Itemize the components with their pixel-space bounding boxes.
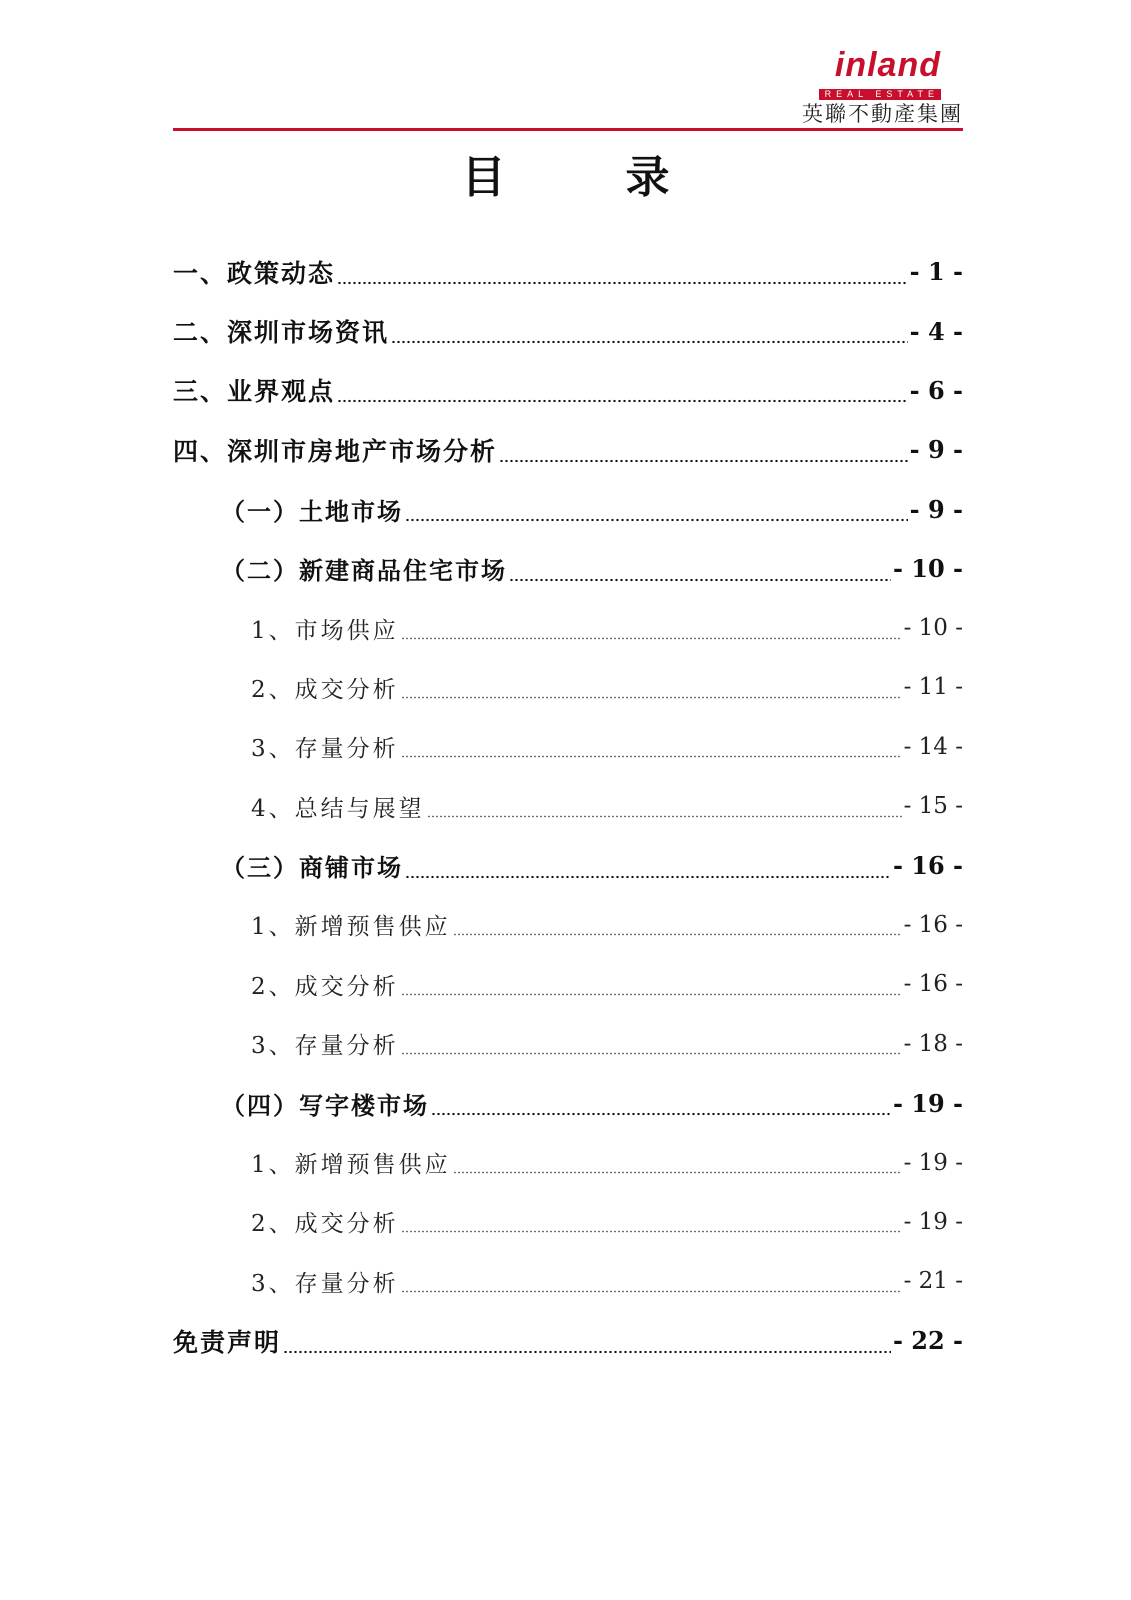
toc-dot-leader [283,1350,891,1354]
toc-dot-leader [405,518,908,522]
table-of-contents [173,242,963,1370]
toc-entry-page: - 19 - [892,1088,963,1118]
toc-entry-page: - 19 - [903,1149,963,1176]
toc-entry-label: 一、政策动态 [173,258,336,288]
toc-entry[interactable] [173,895,963,954]
toc-entry-label: （三）商铺市场 [221,854,403,883]
title-char-2: 录 [625,152,670,203]
toc-entry[interactable] [173,836,963,895]
header-divider [173,128,963,131]
toc-entry-label: 2、成交分析 [251,1211,399,1238]
logo-wordmark: inland [834,46,941,84]
toc-dot-leader [405,875,891,879]
toc-entry[interactable] [173,1252,963,1311]
toc-entry[interactable] [173,301,963,360]
toc-entry-page: - 19 - [903,1208,963,1235]
toc-entry-label: 四、深圳市房地产市场分析 [173,436,498,466]
toc-entry-label: 2、成交分析 [251,676,399,703]
toc-entry-page: - 22 - [892,1326,963,1356]
toc-dot-leader [401,696,902,699]
toc-entry-label: （一）土地市场 [221,497,403,526]
title-char-1: 目 [461,152,506,203]
toc-dot-leader [453,933,902,936]
toc-entry[interactable] [173,598,963,657]
toc-entry-page: - 9 - [909,494,963,524]
toc-entry-label: （四）写字楼市场 [221,1091,429,1120]
toc-entry-page: - 21 - [903,1268,963,1295]
toc-entry-label: 4、总结与展望 [251,795,425,822]
toc-dot-leader [401,637,902,640]
toc-entry-page: - 10 - [903,615,963,642]
toc-entry-page: - 10 - [892,554,963,584]
toc-entry[interactable] [173,1133,963,1192]
toc-entry[interactable] [173,420,963,479]
toc-entry-label: 三、业界观点 [173,377,336,407]
toc-entry-label: 免责声明 [173,1327,282,1357]
toc-entry[interactable] [173,955,963,1014]
toc-entry[interactable] [173,361,963,420]
toc-entry-page: - 16 - [903,911,963,938]
toc-dot-leader [401,993,902,996]
toc-entry[interactable] [173,539,963,598]
toc-entry[interactable] [173,777,963,836]
toc-dot-leader [401,1230,902,1233]
toc-dot-leader [337,399,908,403]
toc-dot-leader [453,1171,902,1174]
toc-entry-label: 3、存量分析 [251,1270,399,1297]
toc-dot-leader [391,340,908,344]
toc-entry-page: - 16 - [903,971,963,998]
toc-entry[interactable] [173,1192,963,1251]
company-logo [819,48,941,101]
toc-entry-page: - 4 - [909,316,963,346]
toc-entry-page: - 16 - [892,851,963,881]
toc-entry[interactable] [173,1073,963,1132]
toc-dot-leader [431,1112,891,1116]
toc-dot-leader [401,755,902,758]
toc-dot-leader [401,1052,902,1055]
toc-entry-page: - 14 - [903,733,963,760]
toc-entry-label: 二、深圳市场资讯 [173,318,390,348]
toc-dot-leader [427,815,902,818]
toc-entry-label: 1、市场供应 [251,617,399,644]
toc-entry[interactable] [173,717,963,776]
toc-entry-label: 3、存量分析 [251,736,399,763]
toc-entry-page: - 1 - [909,257,963,287]
toc-entry[interactable] [173,242,963,301]
toc-entry-label: 3、存量分析 [251,1033,399,1060]
toc-entry[interactable] [173,480,963,539]
toc-dot-leader [337,281,908,285]
toc-entry-page: - 18 - [903,1030,963,1057]
page-header [173,40,963,132]
toc-entry-label: 2、成交分析 [251,973,399,1000]
toc-entry-page: - 15 - [903,793,963,820]
toc-entry-page: - 11 - [903,674,963,701]
toc-entry-label: （二）新建商品住宅市场 [221,557,507,586]
toc-dot-leader [509,578,891,582]
toc-dot-leader [401,1290,902,1293]
toc-entry-page: - 6 - [909,375,963,405]
toc-entry[interactable] [173,1014,963,1073]
page-title [0,148,1131,208]
toc-entry-label: 1、新增预售供应 [251,1152,451,1179]
toc-entry[interactable] [173,1311,963,1370]
logo-subtitle: REAL ESTATE [819,89,941,100]
toc-entry-label: 1、新增预售供应 [251,914,451,941]
toc-entry[interactable] [173,658,963,717]
company-name: 英聯不動產集團 [802,102,963,126]
toc-entry-page: - 9 - [909,435,963,465]
toc-dot-leader [499,459,908,463]
